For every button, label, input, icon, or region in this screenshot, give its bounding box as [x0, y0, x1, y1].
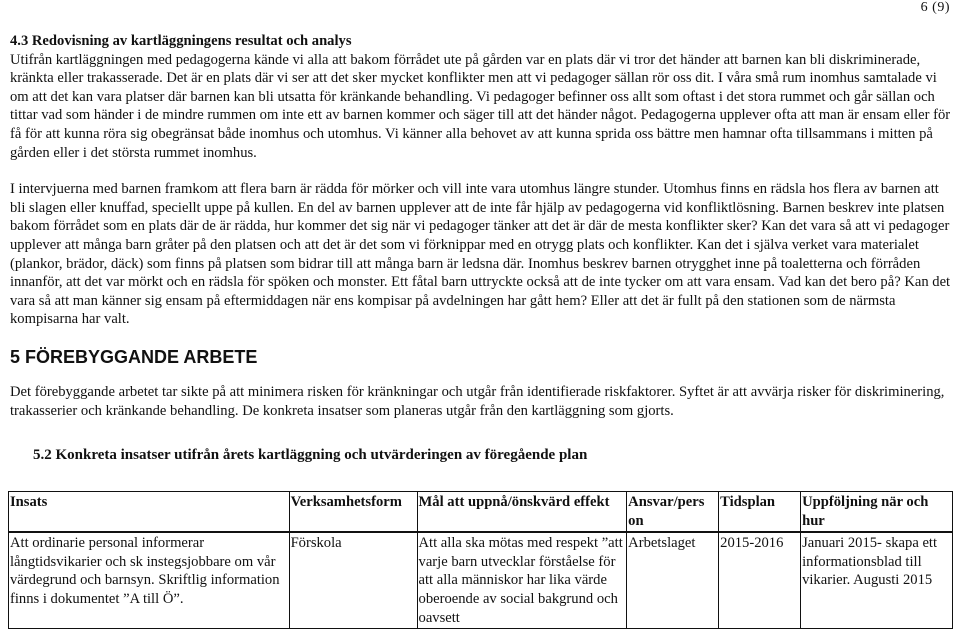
- header-insats: Insats: [9, 492, 290, 533]
- section-4-3-heading: 4.3 Redovisning av kartläggningens resultat och analys: [10, 33, 352, 49]
- header-uppfoljning: Uppföljning när och hur: [801, 492, 953, 533]
- table-row: [9, 532, 953, 628]
- section-4-3-paragraph-1: Utifrån kartläggningen med pedagogerna kände vi alla att bakom förrådet ute på gården var en plats där vi tror det händer att barnen kan bli diskriminerade, kränkta eller trakasserade. Det är en plats där vi ser att det sker mycket konflikter men att vi pedagoger sällan rör oss dit. I våra små rum inomhus samtalade vi om att det kan vara platser där barnen kan bli utsatta för kränkande behandling. Vi pedagoger befinner oss allt som oftast i det stora rummet och går sällan och tittar vad som händer i de mindre rummen om inte ett av barnen kommer och säger till att det händer något. Pedagogerna upplever ofta att man är ensam eller för få för att kunna röra sig obegränsat både inomhus och utomhus. Vi känner alla behovet av att kunna sprida oss bättre men hamnar ofta tillsammans i mitten på gården eller i det största rummet inomhus.: [10, 51, 951, 161]
- cell-mal: Att alla ska mötas med respekt ”att varje barn utvecklar förståelse för att alla människor har lika värde oberoende av social bakgrund och oavsett: [417, 532, 627, 628]
- header-tidsplan: Tidsplan: [719, 492, 801, 533]
- cell-ansvar: Arbetslaget: [627, 532, 719, 628]
- cell-tidsplan: 2015-2016: [719, 532, 801, 628]
- page-number: 6 (9): [920, 0, 950, 15]
- section-4-3-paragraph-2: I intervjuerna med barnen framkom att flera barn är rädda för mörker och vill inte vara utomhus längre stunder. Utomhus finns en rädsla hos flera av barnen att bli slagen eller knuffad, speciellt uppe på kullen. En del av barnen upplever att de inte får hjälp av pedagogerna vid konfliktlösning. Barnen beskrev inte platsen bakom förrådet som en plats där de är rädda, hur kommer det sig när vi pedagoger tänker att det är där de mesta konflikter sker? Kan det vara så att vi pedagoger upplever att många barn gråter på den platsen och att det är det som vi förknippar med en otrygg plats och konflikter. Kan det i själva verket vara materialet (plankor, brädor, däck) som finns på platsen som bidrar till att många barn är ledsna där. Inomhus beskrev barnen otrygghet inne på toaletterna och förråden innanför, att det var mörkt och en rädsla för spöken och monster. Ett fåtal barn uttryckte också att de inte tycker om att vara ensam. Vad kan det bero på? Kan det vara så att man känner sig ensam på eftermiddagen när ens kompisar på avdelningen har gått hem? Eller att det är fullt på den stationen som de närmsta kompisarna har valt.: [10, 181, 951, 328]
- header-verksamhetsform: Verksamhetsform: [289, 492, 417, 533]
- cell-insats: Att ordinarie personal informerar långtidsvikarier och sk instegsjobbare om vår värdegrund och barnsyn. Skriftlig information finns i dokumentet ”A till Ö”.: [9, 532, 290, 628]
- section-5-heading: 5 FÖREBYGGANDE ARBETE: [10, 347, 258, 367]
- section-5-2-heading: 5.2 Konkreta insatser utifrån årets kartläggning och utvärderingen av föregående plan: [33, 447, 588, 463]
- header-mal: Mål att uppnå/önskvärd effekt: [417, 492, 627, 533]
- section-5-paragraph: [10, 383, 952, 420]
- actions-table: [8, 491, 953, 629]
- table-header-row: [9, 492, 953, 533]
- cell-uppfoljning: Januari 2015- skapa ett informationsblad till vikarier. Augusti 2015: [801, 532, 953, 628]
- section-4-3: [10, 32, 952, 329]
- header-ansvar: Ansvar/pers on: [627, 492, 719, 533]
- cell-verksamhetsform: Förskola: [289, 532, 417, 628]
- section-5-text: Det förebyggande arbetet tar sikte på att minimera risken för kränkningar och utgår från identifierade riskfaktorer. Syftet är att avvärja risker för diskriminering, trakasserier och kränkande behandling. De konkreta insatser som planeras utgår från den kartläggning som gjorts.: [10, 384, 945, 419]
